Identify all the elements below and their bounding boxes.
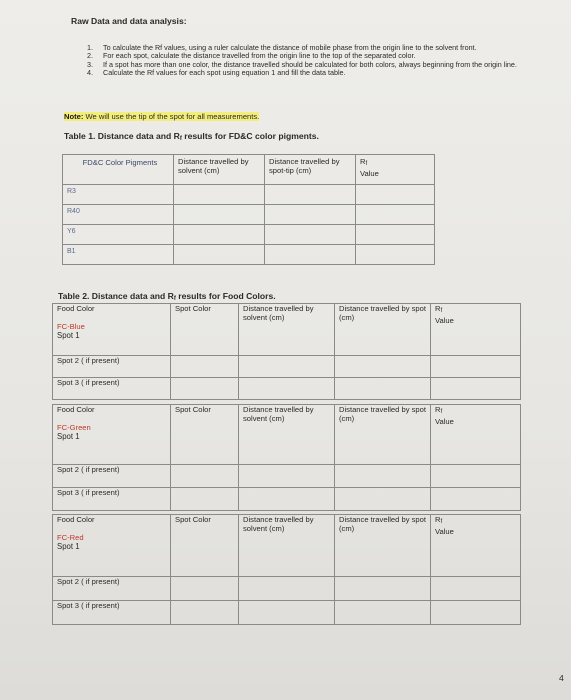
food-color-cell: Food Color FC-Blue Spot 1	[53, 304, 171, 356]
table-cell[interactable]	[239, 378, 335, 400]
spot-row-label: Spot 3 ( if present)	[53, 488, 171, 511]
food-color-name: FC-Red	[57, 533, 84, 542]
table-cell[interactable]	[239, 577, 335, 601]
table1-caption: Table 1. Distance data and $R_f$ results for FD&C color pigments.	[64, 131, 319, 142]
table1-fdc-pigments	[62, 154, 435, 265]
header-spot: Distance travelled by spot (cm)	[335, 304, 431, 356]
spot-row-label: Spot 3 ( if present)	[53, 601, 171, 625]
header-rf: $R_f$ Value	[431, 515, 521, 577]
table1-header-rf: $R_f$ Value	[356, 155, 435, 185]
table2-caption: Table 2. Distance data and $R_f$ results for Food Colors.	[58, 291, 276, 302]
table1-header-pigment: FD&C Color Pigments	[63, 155, 174, 185]
table-cell[interactable]	[356, 205, 435, 225]
table1-row-label: Y6	[63, 225, 174, 245]
table-cell[interactable]	[431, 601, 521, 625]
instruction-item: 3. If a spot has more than one color, the distance travelled should be calculated for both colors, always beginning from the origin line.	[87, 59, 517, 69]
header-rf: $R_f$ Value	[431, 304, 521, 356]
page-heading: Raw Data and data analysis:	[71, 16, 187, 26]
instruction-item: 4. Calculate the Rf values for each spot using equation 1 and fill the data table.	[87, 68, 346, 78]
table-cell[interactable]	[335, 488, 431, 511]
food-color-name: FC-Blue	[57, 322, 85, 331]
header-solvent: Distance travelled by solvent (cm)	[239, 515, 335, 577]
food-color-cell: Food Color FC-Green Spot 1	[53, 405, 171, 465]
header-spot: Distance travelled by spot (cm)	[335, 515, 431, 577]
table-cell[interactable]	[356, 225, 435, 245]
table-cell[interactable]	[335, 577, 431, 601]
table-cell[interactable]	[171, 601, 239, 625]
table-cell[interactable]	[265, 185, 356, 205]
table-cell[interactable]	[265, 225, 356, 245]
table-cell[interactable]	[171, 356, 239, 378]
note-text: We will use the tip of the spot for all measurements.	[85, 112, 260, 121]
spot-row-label: Spot 3 ( if present)	[53, 378, 171, 400]
table2-block-red	[52, 514, 521, 625]
table-cell[interactable]	[265, 205, 356, 225]
table-cell[interactable]	[171, 465, 239, 488]
table-cell[interactable]	[171, 378, 239, 400]
spot-row-label: Spot 2 ( if present)	[53, 577, 171, 601]
spot-row-label: Spot 2 ( if present)	[53, 465, 171, 488]
header-spot-color: Spot Color	[171, 405, 239, 465]
table1-row-label: B1	[63, 245, 174, 265]
table-cell[interactable]	[431, 465, 521, 488]
table1-header-spot: Distance travelled by spot-tip (cm)	[265, 155, 356, 185]
header-spot-color: Spot Color	[171, 304, 239, 356]
table-cell[interactable]	[431, 356, 521, 378]
spot-row-label: Spot 2 ( if present)	[53, 356, 171, 378]
table1-row-label: R3	[63, 185, 174, 205]
table-cell[interactable]	[239, 465, 335, 488]
table-cell[interactable]	[174, 225, 265, 245]
table2-block-blue	[52, 303, 521, 400]
table-cell[interactable]	[431, 577, 521, 601]
table2-block-green	[52, 404, 521, 511]
table-cell[interactable]	[335, 378, 431, 400]
header-solvent: Distance travelled by solvent (cm)	[239, 405, 335, 465]
table-cell[interactable]	[335, 601, 431, 625]
table-cell[interactable]	[356, 185, 435, 205]
table-cell[interactable]	[431, 488, 521, 511]
header-solvent: Distance travelled by solvent (cm)	[239, 304, 335, 356]
header-rf: $R_f$ Value	[431, 405, 521, 465]
table-cell[interactable]	[335, 356, 431, 378]
table-cell[interactable]	[239, 601, 335, 625]
table-cell[interactable]	[171, 488, 239, 511]
table-cell[interactable]	[239, 356, 335, 378]
food-color-cell: Food Color FC-Red Spot 1	[53, 515, 171, 577]
instruction-list	[87, 43, 533, 78]
note-label: Note:	[64, 112, 84, 121]
table-cell[interactable]	[265, 245, 356, 265]
table-cell[interactable]	[335, 465, 431, 488]
table-cell[interactable]	[174, 205, 265, 225]
page-number: 4	[559, 673, 564, 683]
table1-row-label: R40	[63, 205, 174, 225]
instruction-item: 2. For each spot, calculate the distance travelled from the origin line to the top of the separated color.	[87, 51, 416, 61]
measurement-note	[64, 112, 259, 121]
table-cell[interactable]	[174, 185, 265, 205]
table-cell[interactable]	[171, 577, 239, 601]
table-cell[interactable]	[174, 245, 265, 265]
header-spot: Distance travelled by spot (cm)	[335, 405, 431, 465]
table-cell[interactable]	[431, 378, 521, 400]
header-spot-color: Spot Color	[171, 515, 239, 577]
table-cell[interactable]	[356, 245, 435, 265]
table-cell[interactable]	[239, 488, 335, 511]
food-color-name: FC-Green	[57, 423, 91, 432]
table1-header-solvent: Distance travelled by solvent (cm)	[174, 155, 265, 185]
instruction-item: 1. To calculate the Rf values, using a ruler calculate the distance of mobile phase from the origin line to the solvent front.	[87, 43, 477, 52]
